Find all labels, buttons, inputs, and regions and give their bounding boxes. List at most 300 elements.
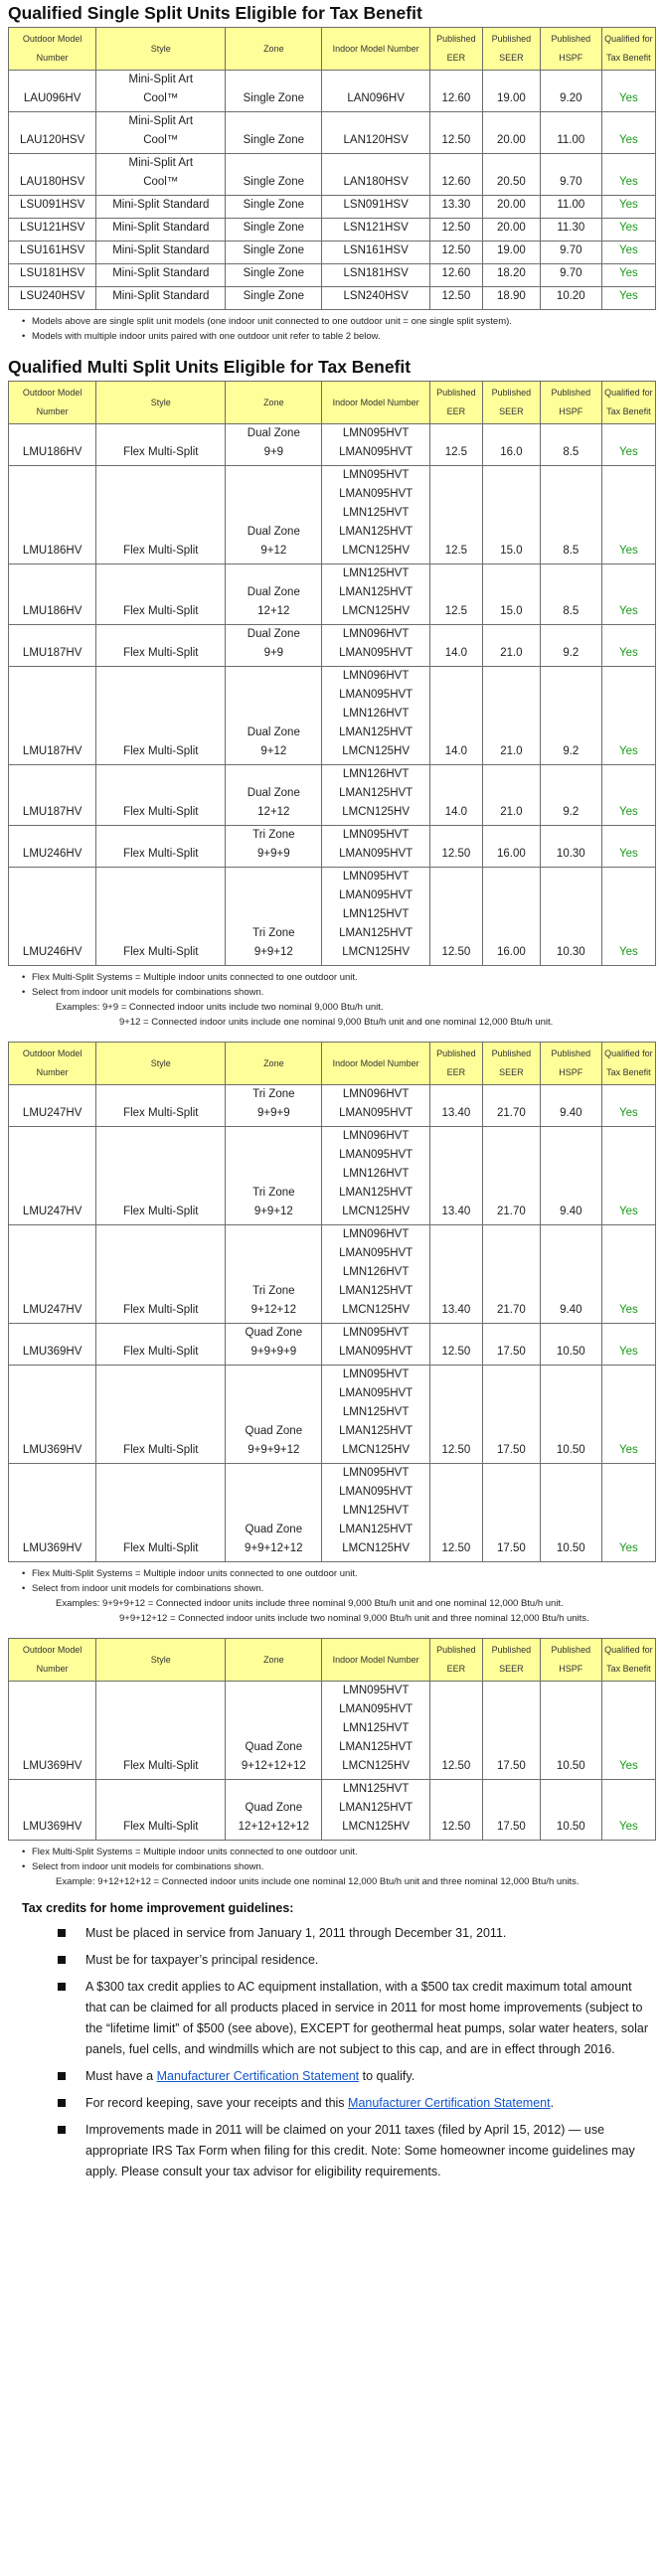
zone-cell-line: 9+12+12+12 — [241, 1760, 306, 1772]
seer-cell: 20.00 — [482, 112, 540, 154]
eer-cell: 12.60 — [429, 264, 482, 287]
eer-cell: 13.40 — [429, 1127, 482, 1225]
seer-cell: 17.50 — [482, 1682, 540, 1780]
indoor-model-cell-line: LMN125HVT — [342, 1505, 410, 1517]
indoor-model-header: Indoor Model Number — [322, 1639, 430, 1682]
indoor-model-cell-line: LMAN095HVT — [339, 848, 414, 860]
style-cell — [96, 1225, 226, 1324]
manufacturer-certification-link[interactable]: Manufacturer Certification Statement — [348, 2096, 551, 2110]
guideline-text: Must have a — [85, 2069, 157, 2083]
table-row — [9, 826, 656, 868]
qualified-cell: Yes — [601, 112, 655, 154]
seer-cell: 21.0 — [482, 625, 540, 667]
indoor-model-cell-line: LMN095HVT — [342, 1327, 410, 1339]
indoor-model-header: Indoor Model Number — [322, 382, 430, 424]
zone-cell-line: 9+9+12+12 — [245, 1542, 303, 1554]
indoor-model-cell-line: LAN096HV — [347, 92, 405, 104]
hspf-cell: 8.5 — [540, 466, 601, 564]
indoor-model-cell-line: LMCN125HV — [342, 1760, 411, 1772]
table-row — [9, 264, 656, 287]
style-cell — [96, 1780, 226, 1841]
qualified-cell: Yes — [601, 1127, 655, 1225]
zone-cell-line: Dual Zone — [247, 628, 300, 640]
multi-split-notes-2 — [8, 1566, 655, 1626]
qualified-cell: Yes — [601, 287, 655, 310]
table-note: • Models with multiple indoor units paired with one outdoor unit refer to table 2 below. — [8, 329, 655, 344]
table-note: • Models above are single split unit models (one indoor unit connected to one outdoor unit = one single split system). — [8, 314, 655, 329]
table-note: 9+12 = Connected indoor units include one nominal 9,000 Btu/h unit and one nominal 12,000 Btu/h unit. — [119, 1017, 554, 1028]
outdoor-model-cell: LSU240HSV — [9, 287, 96, 310]
indoor-model-cell-line: LMCN125HV — [342, 1444, 411, 1456]
indoor-model-cell — [322, 625, 430, 667]
qualified-cell: Yes — [601, 424, 655, 466]
outdoor-model-cell: LMU247HV — [9, 1085, 96, 1127]
indoor-model-cell-line: LMN126HVT — [342, 1168, 410, 1180]
indoor-model-cell-line: LMAN095HVT — [339, 1486, 414, 1498]
qualified-cell: Yes — [601, 1366, 655, 1464]
hspf-cell: 10.20 — [540, 287, 601, 310]
table-row — [9, 868, 656, 966]
seer-cell: 17.50 — [482, 1324, 540, 1366]
table-row — [9, 1085, 656, 1127]
zone-cell-line: 9+9+9 — [257, 848, 290, 860]
multi-split-table-3 — [8, 1638, 656, 1841]
indoor-model-cell-line: LMAN095HVT — [339, 1387, 414, 1399]
table-row — [9, 1127, 656, 1225]
style-cell — [96, 424, 226, 466]
indoor-model-cell-line: LMAN125HVT — [339, 1285, 414, 1297]
seer-cell: 18.90 — [482, 287, 540, 310]
eer-cell: 12.60 — [429, 71, 482, 112]
outdoor-model-cell: LMU246HV — [9, 826, 96, 868]
outdoor-model-cell: LSU091HSV — [9, 196, 96, 219]
indoor-model-cell — [322, 1682, 430, 1780]
indoor-model-cell-line: LMCN125HV — [342, 745, 411, 757]
table-header-row — [9, 28, 656, 71]
zone-cell-line: Dual Zone — [247, 586, 300, 598]
zone-cell-line: Single Zone — [243, 92, 304, 104]
outdoor-model-cell: LMU369HV — [9, 1366, 96, 1464]
indoor-model-cell-line: LSN181HSV — [343, 267, 409, 279]
style-cell-line: Cool™ — [143, 176, 179, 188]
indoor-model-cell-line: LMAN095HVT — [339, 647, 414, 659]
style-cell-line: Flex Multi-Split — [123, 848, 199, 860]
indoor-model-cell-line: LMAN125HVT — [339, 1802, 414, 1814]
outdoor-model-cell: LMU369HV — [9, 1780, 96, 1841]
qualified-header: Qualified for Tax Benefit — [601, 1043, 655, 1085]
zone-cell-line: Single Zone — [243, 176, 304, 188]
table-row — [9, 242, 656, 264]
zone-cell — [226, 564, 322, 625]
indoor-model-cell — [322, 1085, 430, 1127]
indoor-model-cell-line: LMAN095HVT — [339, 1247, 414, 1259]
qualified-cell: Yes — [601, 667, 655, 765]
hspf-cell: 9.20 — [540, 71, 601, 112]
eer-cell: 12.50 — [429, 287, 482, 310]
zone-cell-line: 9+12 — [260, 745, 287, 757]
table-row — [9, 625, 656, 667]
guideline-item — [8, 2066, 655, 2087]
seer-cell: 18.20 — [482, 264, 540, 287]
style-cell-line: Cool™ — [143, 92, 179, 104]
zone-cell-line: 9+9 — [263, 647, 284, 659]
qualified-cell: Yes — [601, 154, 655, 196]
zone-cell-line: 12+12 — [257, 806, 290, 818]
zone-cell-line: Quad Zone — [245, 1524, 303, 1535]
zone-cell — [226, 1324, 322, 1366]
hspf-cell: 10.30 — [540, 868, 601, 966]
outdoor-model-cell: LSU121HSV — [9, 219, 96, 242]
eer-cell: 13.30 — [429, 196, 482, 219]
qualified-cell: Yes — [601, 264, 655, 287]
zone-cell — [226, 1085, 322, 1127]
zone-cell-line: Dual Zone — [247, 526, 300, 538]
guideline-item: Must be placed in service from January 1, 2011 through December 31, 2011. — [8, 1923, 655, 1944]
zone-cell-line: Tri Zone — [252, 1285, 295, 1297]
indoor-model-cell-line: LMCN125HV — [342, 545, 411, 557]
hspf-cell: 10.50 — [540, 1780, 601, 1841]
table-note: Examples: 9+9+9+12 = Connected indoor units include three nominal 9,000 Btu/h unit and one nominal 12,000 Btu/h unit. — [56, 1598, 564, 1609]
indoor-model-cell — [322, 765, 430, 826]
indoor-model-cell — [322, 196, 430, 219]
zone-cell — [226, 219, 322, 242]
eer-cell: 12.50 — [429, 1366, 482, 1464]
hspf-header: Published HSPF — [540, 1639, 601, 1682]
style-cell-line: Mini-Split Standard — [112, 222, 210, 234]
style-cell — [96, 1127, 226, 1225]
zone-cell — [226, 1225, 322, 1324]
style-cell-line: Flex Multi-Split — [123, 605, 199, 617]
style-cell-line: Flex Multi-Split — [123, 446, 199, 458]
eer-cell: 12.50 — [429, 826, 482, 868]
eer-cell: 12.5 — [429, 564, 482, 625]
zone-cell — [226, 242, 322, 264]
hspf-cell: 10.30 — [540, 826, 601, 868]
zone-cell — [226, 826, 322, 868]
qualified-cell: Yes — [601, 219, 655, 242]
seer-cell: 15.0 — [482, 466, 540, 564]
qualified-cell: Yes — [601, 868, 655, 966]
hspf-cell: 10.50 — [540, 1366, 601, 1464]
indoor-model-cell-line: LSN121HSV — [343, 222, 409, 234]
seer-cell: 21.70 — [482, 1085, 540, 1127]
indoor-model-cell — [322, 112, 430, 154]
style-cell-line: Mini-Split Art — [128, 74, 194, 85]
zone-cell-line: 9+9+9+9 — [250, 1346, 297, 1358]
qualified-cell: Yes — [601, 1780, 655, 1841]
indoor-model-cell-line: LMCN125HV — [342, 1304, 411, 1316]
eer-cell: 14.0 — [429, 667, 482, 765]
style-cell-line: Flex Multi-Split — [123, 545, 199, 557]
style-cell — [96, 196, 226, 219]
eer-cell: 12.60 — [429, 154, 482, 196]
qualified-cell: Yes — [601, 1225, 655, 1324]
table-header-row — [9, 1639, 656, 1682]
indoor-model-cell-line: LMN096HVT — [342, 1228, 410, 1240]
zone-cell-line: Single Zone — [243, 222, 304, 234]
hspf-cell: 9.70 — [540, 264, 601, 287]
style-cell — [96, 868, 226, 966]
hspf-header: Published HSPF — [540, 28, 601, 71]
style-cell-line: Flex Multi-Split — [123, 1760, 199, 1772]
table-row — [9, 1366, 656, 1464]
zone-cell-line: Quad Zone — [245, 1741, 303, 1753]
guideline-text: . — [550, 2096, 555, 2110]
qualified-cell: Yes — [601, 625, 655, 667]
indoor-model-cell-line: LMAN095HVT — [339, 889, 414, 901]
table-row — [9, 1225, 656, 1324]
multi-split-notes-3 — [8, 1845, 655, 1889]
indoor-model-cell — [322, 466, 430, 564]
eer-cell: 12.50 — [429, 1464, 482, 1562]
seer-cell: 19.00 — [482, 242, 540, 264]
table-row — [9, 424, 656, 466]
eer-cell: 12.50 — [429, 868, 482, 966]
table-row — [9, 154, 656, 196]
seer-header: Published SEER — [482, 382, 540, 424]
indoor-model-cell-line: LMAN125HVT — [339, 526, 414, 538]
indoor-model-cell-line: LMN095HVT — [342, 829, 410, 841]
seer-cell: 17.50 — [482, 1366, 540, 1464]
indoor-model-cell — [322, 667, 430, 765]
eer-cell: 12.50 — [429, 112, 482, 154]
outdoor-model-header: Outdoor Model Number — [9, 1043, 96, 1085]
seer-cell: 20.50 — [482, 154, 540, 196]
zone-header: Zone — [226, 28, 322, 71]
zone-cell — [226, 1464, 322, 1562]
qualified-cell: Yes — [601, 564, 655, 625]
zone-cell — [226, 1366, 322, 1464]
eer-cell: 12.50 — [429, 1324, 482, 1366]
style-cell-line: Flex Multi-Split — [123, 647, 199, 659]
style-cell-line: Flex Multi-Split — [123, 1821, 199, 1833]
table-note: 9+9+12+12 = Connected indoor units include two nominal 9,000 Btu/h unit and three nominal 12,000 Btu/h units. — [119, 1613, 589, 1624]
eer-cell: 12.5 — [429, 424, 482, 466]
indoor-model-cell-line: LMCN125HV — [342, 605, 411, 617]
table-row — [9, 196, 656, 219]
seer-cell: 21.0 — [482, 765, 540, 826]
indoor-model-cell-line: LMN125HVT — [342, 1722, 410, 1734]
hspf-cell: 10.50 — [540, 1464, 601, 1562]
outdoor-model-cell: LMU187HV — [9, 765, 96, 826]
indoor-model-cell-line: LMN095HVT — [342, 1467, 410, 1479]
hspf-cell: 11.00 — [540, 196, 601, 219]
style-cell — [96, 242, 226, 264]
style-cell-line: Mini-Split Standard — [112, 199, 210, 211]
style-cell — [96, 625, 226, 667]
zone-cell — [226, 71, 322, 112]
style-cell-line: Mini-Split Art — [128, 157, 194, 169]
indoor-model-cell — [322, 564, 430, 625]
indoor-model-cell-line: LMN126HVT — [342, 768, 410, 780]
outdoor-model-cell: LMU186HV — [9, 564, 96, 625]
eer-cell: 12.50 — [429, 242, 482, 264]
seer-header: Published SEER — [482, 1043, 540, 1085]
table-header-row — [9, 1043, 656, 1085]
hspf-cell: 11.30 — [540, 219, 601, 242]
guideline-text: to qualify. — [359, 2069, 415, 2083]
indoor-model-cell-line: LMN096HVT — [342, 628, 410, 640]
eer-cell: 12.50 — [429, 1780, 482, 1841]
zone-cell — [226, 868, 322, 966]
multi-split-title: Qualified Multi Split Units Eligible for Tax Benefit — [8, 357, 412, 377]
hspf-cell: 11.00 — [540, 112, 601, 154]
indoor-model-cell — [322, 154, 430, 196]
zone-header: Zone — [226, 1639, 322, 1682]
style-cell-line: Flex Multi-Split — [123, 745, 199, 757]
indoor-model-cell-line: LMN095HVT — [342, 469, 410, 481]
qualified-cell: Yes — [601, 1464, 655, 1562]
single-split-title: Qualified Single Split Units Eligible for Tax Benefit — [8, 3, 422, 23]
indoor-model-cell-line: LMAN095HVT — [339, 446, 414, 458]
indoor-model-cell-line: LMN126HVT — [342, 708, 410, 720]
style-cell — [96, 1366, 226, 1464]
indoor-model-cell-line: LMN095HVT — [342, 1685, 410, 1696]
qualified-cell: Yes — [601, 196, 655, 219]
style-cell-line: Mini-Split Standard — [112, 290, 210, 302]
seer-cell: 16.00 — [482, 868, 540, 966]
table-row — [9, 1464, 656, 1562]
hspf-cell: 9.2 — [540, 625, 601, 667]
style-cell — [96, 826, 226, 868]
indoor-model-cell-line: LMAN095HVT — [339, 488, 414, 500]
table-header-row — [9, 382, 656, 424]
style-header: Style — [96, 28, 226, 71]
outdoor-model-cell: LMU187HV — [9, 625, 96, 667]
zone-cell — [226, 154, 322, 196]
indoor-model-cell-line: LSN240HSV — [343, 290, 409, 302]
indoor-model-cell-line: LMN095HVT — [342, 427, 410, 439]
zone-cell-line: Quad Zone — [245, 1327, 303, 1339]
hspf-cell: 10.50 — [540, 1324, 601, 1366]
multi-split-table-1 — [8, 381, 656, 966]
hspf-cell: 9.2 — [540, 667, 601, 765]
zone-cell-line: 9+12+12 — [250, 1304, 297, 1316]
style-cell-line: Flex Multi-Split — [123, 1542, 199, 1554]
guideline-text: For record keeping, save your receipts and this — [85, 2096, 349, 2110]
table-note: • Select from indoor unit models for combinations shown. — [8, 1581, 655, 1596]
single-split-notes — [8, 314, 655, 344]
indoor-model-cell-line: LMAN125HVT — [339, 1524, 414, 1535]
style-cell — [96, 1464, 226, 1562]
indoor-model-cell-line: LMAN125HVT — [339, 787, 414, 799]
zone-cell-line: Dual Zone — [247, 427, 300, 439]
eer-cell: 13.40 — [429, 1225, 482, 1324]
eer-cell: 12.5 — [429, 466, 482, 564]
indoor-model-cell — [322, 1225, 430, 1324]
qualified-cell: Yes — [601, 242, 655, 264]
zone-cell-line: Tri Zone — [252, 829, 295, 841]
table-row — [9, 287, 656, 310]
style-cell — [96, 287, 226, 310]
style-cell-line: Flex Multi-Split — [123, 1107, 199, 1119]
seer-cell: 16.00 — [482, 826, 540, 868]
qualified-cell: Yes — [601, 71, 655, 112]
indoor-model-cell-line: LMCN125HV — [342, 806, 411, 818]
zone-cell — [226, 264, 322, 287]
style-cell — [96, 264, 226, 287]
multi-split-notes-1 — [8, 970, 655, 1030]
style-cell — [96, 564, 226, 625]
qualified-cell: Yes — [601, 1085, 655, 1127]
indoor-model-cell — [322, 264, 430, 287]
style-cell-line: Cool™ — [143, 134, 179, 146]
zone-cell — [226, 466, 322, 564]
style-cell-line: Flex Multi-Split — [123, 1206, 199, 1217]
indoor-model-cell — [322, 868, 430, 966]
indoor-model-cell-line: LMAN125HVT — [339, 586, 414, 598]
indoor-model-cell — [322, 1366, 430, 1464]
qualified-cell: Yes — [601, 466, 655, 564]
eer-cell: 13.40 — [429, 1085, 482, 1127]
seer-cell: 21.0 — [482, 667, 540, 765]
style-cell-line: Flex Multi-Split — [123, 946, 199, 958]
zone-cell — [226, 196, 322, 219]
indoor-model-cell-line: LMN096HVT — [342, 1130, 410, 1142]
style-cell — [96, 1085, 226, 1127]
zone-cell-line: Quad Zone — [245, 1802, 303, 1814]
seer-cell: 15.0 — [482, 564, 540, 625]
zone-cell-line: Quad Zone — [245, 1425, 303, 1437]
manufacturer-certification-link[interactable]: Manufacturer Certification Statement — [156, 2069, 360, 2083]
indoor-model-cell — [322, 1127, 430, 1225]
indoor-model-cell-line: LMAN095HVT — [339, 1107, 414, 1119]
table-row — [9, 71, 656, 112]
table-note: Examples: 9+9 = Connected indoor units include two nominal 9,000 Btu/h unit. — [56, 1002, 384, 1013]
outdoor-model-cell: LMU247HV — [9, 1225, 96, 1324]
hspf-cell: 8.5 — [540, 424, 601, 466]
outdoor-model-cell: LSU161HSV — [9, 242, 96, 264]
seer-header: Published SEER — [482, 28, 540, 71]
zone-cell — [226, 424, 322, 466]
style-cell-line: Mini-Split Standard — [112, 267, 210, 279]
style-cell-line: Flex Multi-Split — [123, 1304, 199, 1316]
table-note: • Select from indoor unit models for combinations shown. — [8, 985, 655, 1000]
eer-header: Published EER — [429, 28, 482, 71]
indoor-model-cell — [322, 424, 430, 466]
qualified-header: Qualified for Tax Benefit — [601, 382, 655, 424]
outdoor-model-cell: LMU369HV — [9, 1464, 96, 1562]
single-split-table — [8, 27, 656, 310]
outdoor-model-cell: LSU181HSV — [9, 264, 96, 287]
zone-cell — [226, 625, 322, 667]
style-cell — [96, 765, 226, 826]
indoor-model-cell-line: LMAN125HVT — [339, 1425, 414, 1437]
table-row — [9, 564, 656, 625]
zone-cell-line: 12+12 — [257, 605, 290, 617]
seer-cell: 20.00 — [482, 196, 540, 219]
style-cell — [96, 667, 226, 765]
hspf-cell: 10.50 — [540, 1682, 601, 1780]
zone-cell — [226, 667, 322, 765]
zone-cell-line: Single Zone — [243, 244, 304, 256]
zone-cell-line: 9+9+9+12 — [248, 1444, 300, 1456]
zone-cell-line: Single Zone — [243, 199, 304, 211]
zone-cell-line: 9+9 — [263, 446, 284, 458]
seer-cell: 17.50 — [482, 1780, 540, 1841]
zone-cell-line: Tri Zone — [252, 927, 295, 939]
hspf-cell: 9.70 — [540, 242, 601, 264]
indoor-model-cell-line: LMN095HVT — [342, 1368, 410, 1380]
indoor-model-cell-line: LMN125HVT — [342, 1783, 410, 1795]
table-row — [9, 1324, 656, 1366]
hspf-cell: 9.70 — [540, 154, 601, 196]
hspf-cell: 9.40 — [540, 1127, 601, 1225]
indoor-model-cell-line: LAN180HSV — [343, 176, 409, 188]
multi-split-table-2 — [8, 1042, 656, 1562]
indoor-model-cell-line: LMAN095HVT — [339, 1703, 414, 1715]
outdoor-model-cell: LAU180HSV — [9, 154, 96, 196]
